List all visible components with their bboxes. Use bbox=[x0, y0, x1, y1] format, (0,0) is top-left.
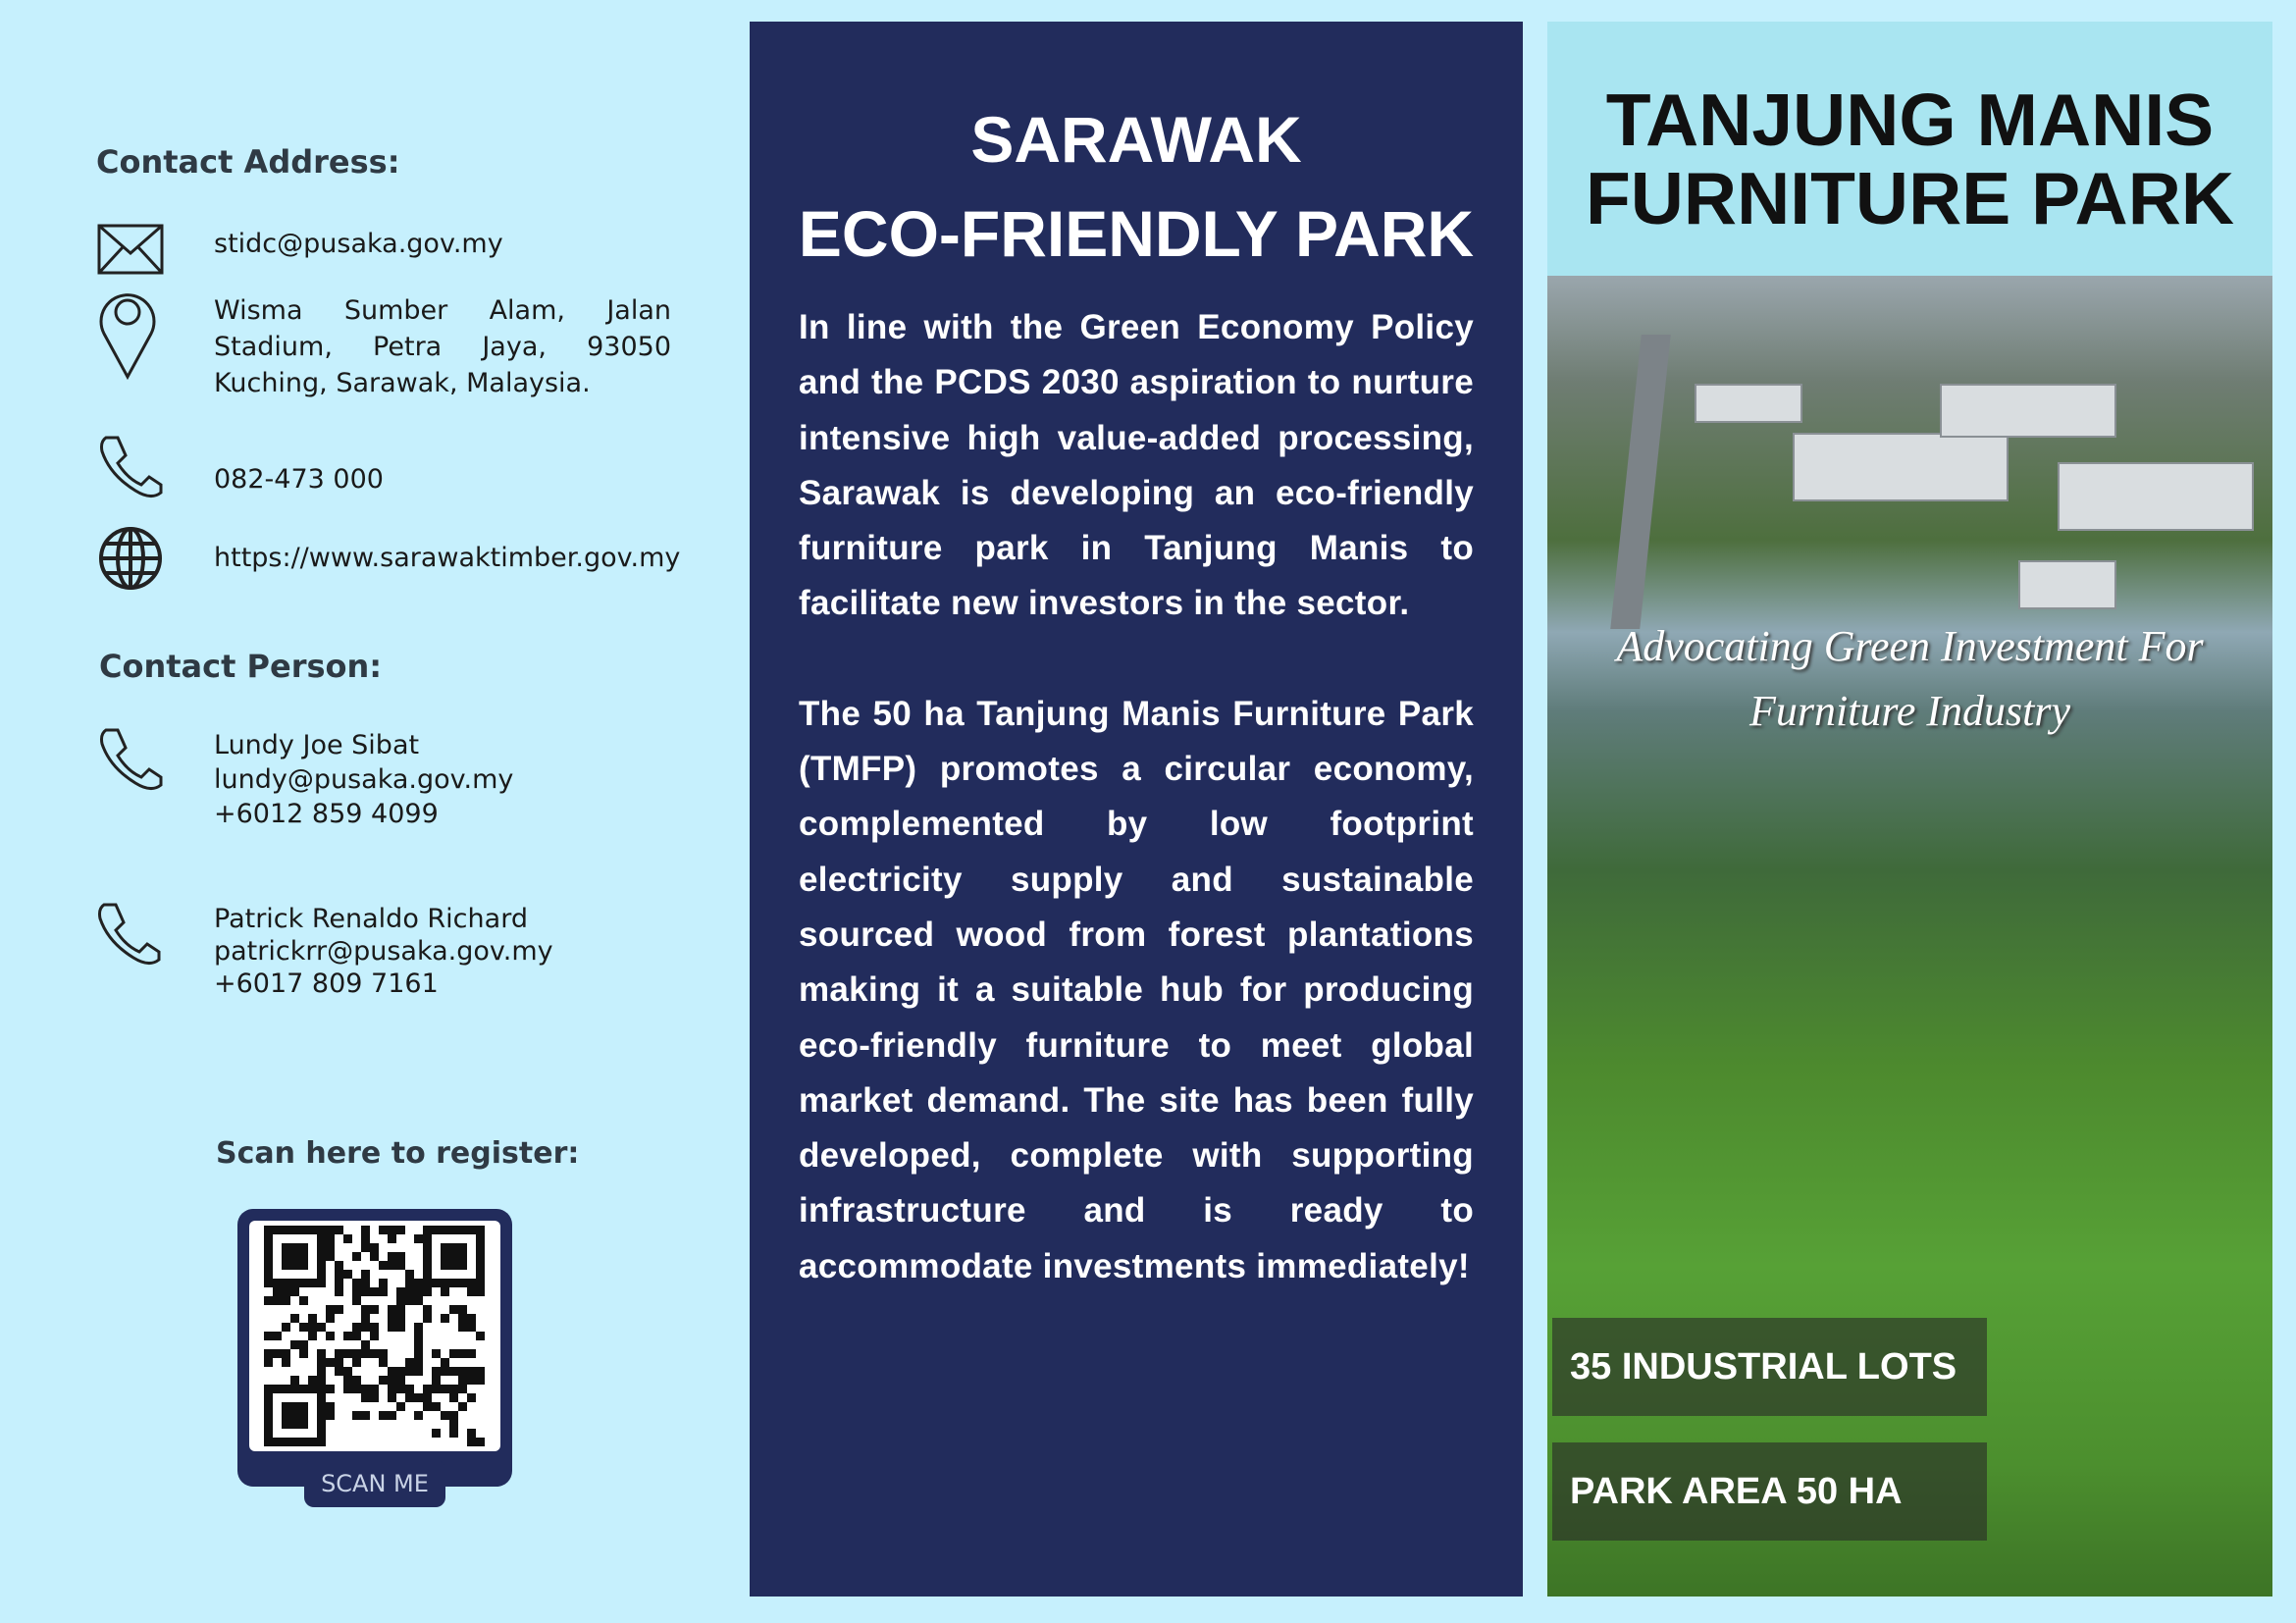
qr-module bbox=[361, 1234, 370, 1243]
park-area-label: PARK AREA 50 HA bbox=[1552, 1442, 1987, 1541]
qr-module bbox=[414, 1393, 423, 1402]
qr-module bbox=[282, 1296, 290, 1305]
qr-module bbox=[326, 1314, 335, 1323]
qr-module bbox=[396, 1376, 405, 1385]
email-text[interactable]: stidc@pusaka.gov.my bbox=[214, 229, 503, 259]
title-line-2: ECO-FRIENDLY PARK bbox=[798, 197, 1475, 270]
qr-module bbox=[370, 1243, 379, 1252]
qr-module bbox=[449, 1305, 458, 1314]
qr-module bbox=[335, 1367, 343, 1376]
qr-module bbox=[299, 1323, 308, 1332]
qr-module bbox=[326, 1332, 335, 1340]
qr-module bbox=[326, 1243, 335, 1252]
qr-module bbox=[467, 1349, 476, 1358]
qr-module bbox=[299, 1349, 308, 1358]
qr-module bbox=[326, 1234, 335, 1243]
phone-icon bbox=[96, 726, 165, 791]
qr-module bbox=[388, 1411, 396, 1420]
qr-module bbox=[414, 1358, 423, 1367]
qr-module bbox=[290, 1376, 299, 1385]
person-phone[interactable]: +6017 809 7161 bbox=[214, 969, 439, 999]
qr-module bbox=[370, 1252, 379, 1261]
qr-module bbox=[396, 1226, 405, 1234]
person-name: Patrick Renaldo Richard bbox=[214, 904, 528, 934]
qr-module bbox=[396, 1385, 405, 1393]
qr-module bbox=[396, 1252, 405, 1261]
qr-module bbox=[352, 1349, 361, 1358]
qr-module bbox=[441, 1358, 449, 1367]
qr-module bbox=[441, 1287, 449, 1296]
qr-module bbox=[326, 1411, 335, 1420]
qr-module bbox=[405, 1393, 414, 1402]
scan-heading: Scan here to register: bbox=[216, 1136, 580, 1171]
qr-pattern bbox=[249, 1221, 500, 1451]
qr-module bbox=[379, 1261, 388, 1270]
qr-module bbox=[467, 1376, 476, 1385]
qr-module bbox=[432, 1367, 441, 1376]
qr-module bbox=[379, 1376, 388, 1385]
qr-module bbox=[396, 1287, 405, 1296]
qr-module bbox=[361, 1243, 370, 1252]
qr-module bbox=[396, 1402, 405, 1411]
phone-text[interactable]: 082-473 000 bbox=[214, 464, 384, 495]
qr-module bbox=[326, 1385, 335, 1393]
qr-module bbox=[396, 1323, 405, 1332]
qr-module bbox=[335, 1349, 343, 1358]
qr-module bbox=[476, 1367, 485, 1376]
qr-module bbox=[273, 1349, 282, 1358]
qr-module bbox=[282, 1349, 290, 1358]
qr-module bbox=[290, 1340, 299, 1349]
qr-module bbox=[299, 1340, 308, 1349]
envelope-icon bbox=[97, 224, 164, 275]
qr-module bbox=[361, 1349, 370, 1358]
phone-icon bbox=[94, 901, 163, 966]
qr-module bbox=[299, 1296, 308, 1305]
qr-module bbox=[379, 1287, 388, 1296]
slogan bbox=[1547, 614, 2272, 744]
person-phone[interactable]: +6012 859 4099 bbox=[214, 799, 439, 829]
qr-module bbox=[388, 1305, 396, 1314]
slogan-line-1: Advocating Green Investment For bbox=[1616, 622, 2204, 670]
paragraph-2: The 50 ha Tanjung Manis Furniture Park (TMFP) promotes a circular economy, complemented by low footprint electricity supply and sustainable sourced wood from forest plantations making it a suitable hub for producing eco-friendly furniture to meet global market demand. The site has been fully developed, complete with supporting infrastructure and is ready to accommodate investments immediately! bbox=[799, 694, 1474, 1285]
qr-module bbox=[423, 1385, 432, 1393]
qr-module bbox=[361, 1270, 370, 1279]
qr-module bbox=[449, 1420, 458, 1429]
qr-module bbox=[449, 1367, 458, 1376]
qr-module bbox=[388, 1226, 396, 1234]
qr-module bbox=[414, 1234, 423, 1243]
qr-module bbox=[458, 1314, 467, 1323]
qr-module bbox=[379, 1279, 388, 1287]
qr-module bbox=[326, 1402, 335, 1411]
qr-module bbox=[388, 1385, 396, 1393]
qr-module bbox=[370, 1332, 379, 1340]
qr-module bbox=[317, 1358, 326, 1367]
qr-module bbox=[458, 1323, 467, 1332]
qr-module bbox=[361, 1393, 370, 1402]
qr-module bbox=[317, 1349, 326, 1358]
qr-module bbox=[317, 1367, 326, 1376]
qr-module bbox=[335, 1358, 343, 1367]
qr-module bbox=[361, 1314, 370, 1323]
qr-module bbox=[352, 1279, 361, 1287]
qr-module bbox=[432, 1349, 441, 1358]
qr-module bbox=[308, 1332, 317, 1340]
qr-module bbox=[414, 1349, 423, 1358]
qr-module bbox=[352, 1358, 361, 1367]
qr-module bbox=[379, 1349, 388, 1358]
qr-module bbox=[335, 1287, 343, 1296]
qr-module bbox=[361, 1411, 370, 1420]
qr-module bbox=[379, 1358, 388, 1367]
qr-module bbox=[343, 1376, 352, 1385]
qr-module bbox=[361, 1226, 370, 1234]
qr-module bbox=[370, 1323, 379, 1332]
qr-module bbox=[467, 1287, 476, 1296]
qr-module bbox=[282, 1402, 308, 1429]
qr-module bbox=[370, 1393, 379, 1402]
qr-module bbox=[264, 1332, 273, 1340]
qr-module bbox=[441, 1243, 467, 1270]
qr-module bbox=[352, 1287, 361, 1296]
qr-module bbox=[414, 1279, 423, 1287]
qr-module bbox=[335, 1305, 343, 1314]
qr-module bbox=[388, 1252, 396, 1261]
qr-module bbox=[361, 1305, 370, 1314]
qr-module bbox=[282, 1358, 290, 1367]
person-email[interactable]: patrickrr@pusaka.gov.my bbox=[214, 936, 553, 967]
qr-module bbox=[405, 1270, 414, 1279]
qr-module bbox=[396, 1305, 405, 1314]
title-line-1: SARAWAK bbox=[970, 103, 1302, 176]
qr-module bbox=[449, 1411, 458, 1420]
qr-module bbox=[370, 1385, 379, 1393]
qr-module bbox=[352, 1411, 361, 1420]
qr-module bbox=[388, 1393, 396, 1402]
qr-module bbox=[343, 1332, 352, 1340]
qr-module bbox=[388, 1367, 396, 1376]
slogan-line-2: Furniture Industry bbox=[1748, 687, 2071, 735]
qr-module bbox=[476, 1438, 485, 1446]
qr-module bbox=[441, 1411, 449, 1420]
qr-module bbox=[352, 1385, 361, 1393]
qr-module bbox=[370, 1349, 379, 1358]
qr-module bbox=[388, 1314, 396, 1323]
qr-module bbox=[343, 1234, 352, 1243]
qr-module bbox=[343, 1270, 352, 1279]
globe-icon bbox=[98, 526, 163, 591]
qr-module bbox=[441, 1385, 449, 1393]
qr-module bbox=[290, 1287, 299, 1296]
qr-module bbox=[467, 1438, 476, 1446]
qr-module bbox=[326, 1305, 335, 1314]
qr-module bbox=[370, 1287, 379, 1296]
qr-module bbox=[282, 1287, 290, 1296]
qr-module bbox=[308, 1376, 317, 1385]
qr-module bbox=[405, 1296, 414, 1305]
furniture-park-panel bbox=[1547, 22, 2272, 1597]
qr-module bbox=[388, 1261, 396, 1270]
qr-module bbox=[458, 1305, 467, 1314]
title-line-2: FURNITURE PARK bbox=[1585, 157, 2235, 239]
qr-module bbox=[343, 1349, 352, 1358]
qr-module bbox=[414, 1340, 423, 1349]
qr-module bbox=[264, 1296, 273, 1305]
qr-module bbox=[396, 1296, 405, 1305]
qr-module bbox=[273, 1287, 282, 1296]
phone-icon bbox=[96, 434, 165, 498]
qr-module bbox=[449, 1429, 458, 1438]
qr-module bbox=[352, 1252, 361, 1261]
qr-module bbox=[388, 1323, 396, 1332]
qr-module bbox=[396, 1367, 405, 1376]
qr-module bbox=[326, 1358, 335, 1367]
qr-module bbox=[273, 1296, 282, 1305]
qr-module bbox=[405, 1385, 414, 1393]
qr-module bbox=[449, 1393, 458, 1402]
qr-module bbox=[458, 1367, 467, 1376]
qr-module bbox=[458, 1376, 467, 1385]
qr-module bbox=[405, 1279, 414, 1287]
qr-module bbox=[264, 1358, 273, 1367]
qr-module bbox=[361, 1340, 370, 1349]
scan-me-label: SCAN ME bbox=[304, 1460, 445, 1507]
qr-module bbox=[458, 1385, 467, 1393]
qr-module bbox=[361, 1385, 370, 1393]
park-title bbox=[1547, 80, 2272, 237]
contact-person-1 bbox=[214, 728, 671, 831]
qr-module bbox=[467, 1314, 476, 1323]
qr-module bbox=[352, 1323, 361, 1332]
qr-module bbox=[414, 1296, 423, 1305]
qr-module bbox=[458, 1402, 467, 1411]
qr-module bbox=[335, 1270, 343, 1279]
contact-person-heading: Contact Person: bbox=[99, 648, 383, 685]
qr-module bbox=[290, 1314, 299, 1323]
qr-module bbox=[405, 1367, 414, 1376]
qr-module bbox=[379, 1411, 388, 1420]
qr-module bbox=[423, 1402, 432, 1411]
qr-module bbox=[352, 1332, 361, 1340]
qr-module bbox=[423, 1287, 432, 1296]
qr-module bbox=[273, 1332, 282, 1340]
qr-module bbox=[352, 1296, 361, 1305]
qr-module bbox=[414, 1287, 423, 1296]
title-line-1: TANJUNG MANIS bbox=[1605, 79, 2215, 161]
qr-module bbox=[388, 1234, 396, 1243]
qr-module bbox=[335, 1261, 343, 1270]
qr-module bbox=[467, 1367, 476, 1376]
qr-module bbox=[432, 1429, 441, 1438]
qr-module bbox=[476, 1332, 485, 1340]
qr-module bbox=[282, 1243, 308, 1270]
qr-module bbox=[379, 1226, 388, 1234]
qr-module bbox=[352, 1376, 361, 1385]
qr-module bbox=[317, 1376, 326, 1385]
qr-code[interactable] bbox=[237, 1209, 512, 1487]
qr-module bbox=[441, 1314, 449, 1323]
qr-module bbox=[388, 1376, 396, 1385]
qr-module bbox=[414, 1411, 423, 1420]
qr-module bbox=[326, 1226, 335, 1234]
qr-module bbox=[361, 1287, 370, 1296]
person-email[interactable]: lundy@pusaka.gov.my bbox=[214, 764, 514, 795]
qr-module bbox=[467, 1393, 476, 1402]
aerial-photo bbox=[1547, 276, 2272, 1597]
qr-module bbox=[432, 1376, 441, 1385]
qr-module bbox=[405, 1358, 414, 1367]
qr-module bbox=[361, 1323, 370, 1332]
qr-module bbox=[432, 1402, 441, 1411]
qr-module bbox=[326, 1252, 335, 1261]
qr-module bbox=[432, 1385, 441, 1393]
person-name: Lundy Joe Sibat bbox=[214, 730, 420, 760]
qr-module bbox=[423, 1314, 432, 1323]
qr-module bbox=[449, 1385, 458, 1393]
address-text: Wisma Sumber Alam, Jalan Stadium, Petra Jaya, 93050 Kuching, Sarawak, Malaysia. bbox=[214, 295, 671, 398]
qr-module bbox=[414, 1332, 423, 1340]
qr-module bbox=[405, 1287, 414, 1296]
qr-module bbox=[282, 1323, 290, 1332]
qr-module bbox=[441, 1367, 449, 1376]
qr-module bbox=[467, 1429, 476, 1438]
qr-module bbox=[343, 1385, 352, 1393]
qr-module bbox=[423, 1305, 432, 1314]
qr-module bbox=[308, 1323, 317, 1332]
qr-module bbox=[458, 1349, 467, 1358]
qr-module bbox=[423, 1393, 432, 1402]
panel-title bbox=[750, 92, 1523, 281]
qr-module bbox=[449, 1349, 458, 1358]
qr-module bbox=[361, 1279, 370, 1287]
qr-module bbox=[335, 1226, 343, 1234]
qr-module bbox=[414, 1323, 423, 1332]
location-pin-icon bbox=[98, 277, 157, 381]
qr-module bbox=[308, 1314, 317, 1323]
qr-module bbox=[396, 1261, 405, 1270]
qr-module bbox=[476, 1376, 485, 1385]
qr-module bbox=[317, 1323, 326, 1332]
qr-module bbox=[343, 1367, 352, 1376]
qr-module bbox=[370, 1305, 379, 1314]
paragraph-1: In line with the Green Economy Policy and the PCDS 2030 aspiration to nurture intensive high value-added processing, Sarawak is developing an eco-friendly furniture park in Tanjung Manis to facilitate new investors in the sector. bbox=[799, 308, 1474, 623]
contact-person-2 bbox=[214, 903, 671, 1000]
qr-module bbox=[335, 1279, 343, 1287]
qr-module bbox=[476, 1287, 485, 1296]
industrial-lots-label: 35 INDUSTRIAL LOTS bbox=[1552, 1318, 1987, 1416]
eco-park-panel bbox=[750, 22, 1523, 1597]
qr-module bbox=[467, 1323, 476, 1332]
qr-module bbox=[264, 1349, 273, 1358]
contact-address-heading: Contact Address: bbox=[96, 143, 400, 181]
qr-module bbox=[414, 1367, 423, 1376]
qr-module bbox=[396, 1314, 405, 1323]
website-link[interactable]: https://www.sarawaktimber.gov.my bbox=[214, 543, 681, 573]
